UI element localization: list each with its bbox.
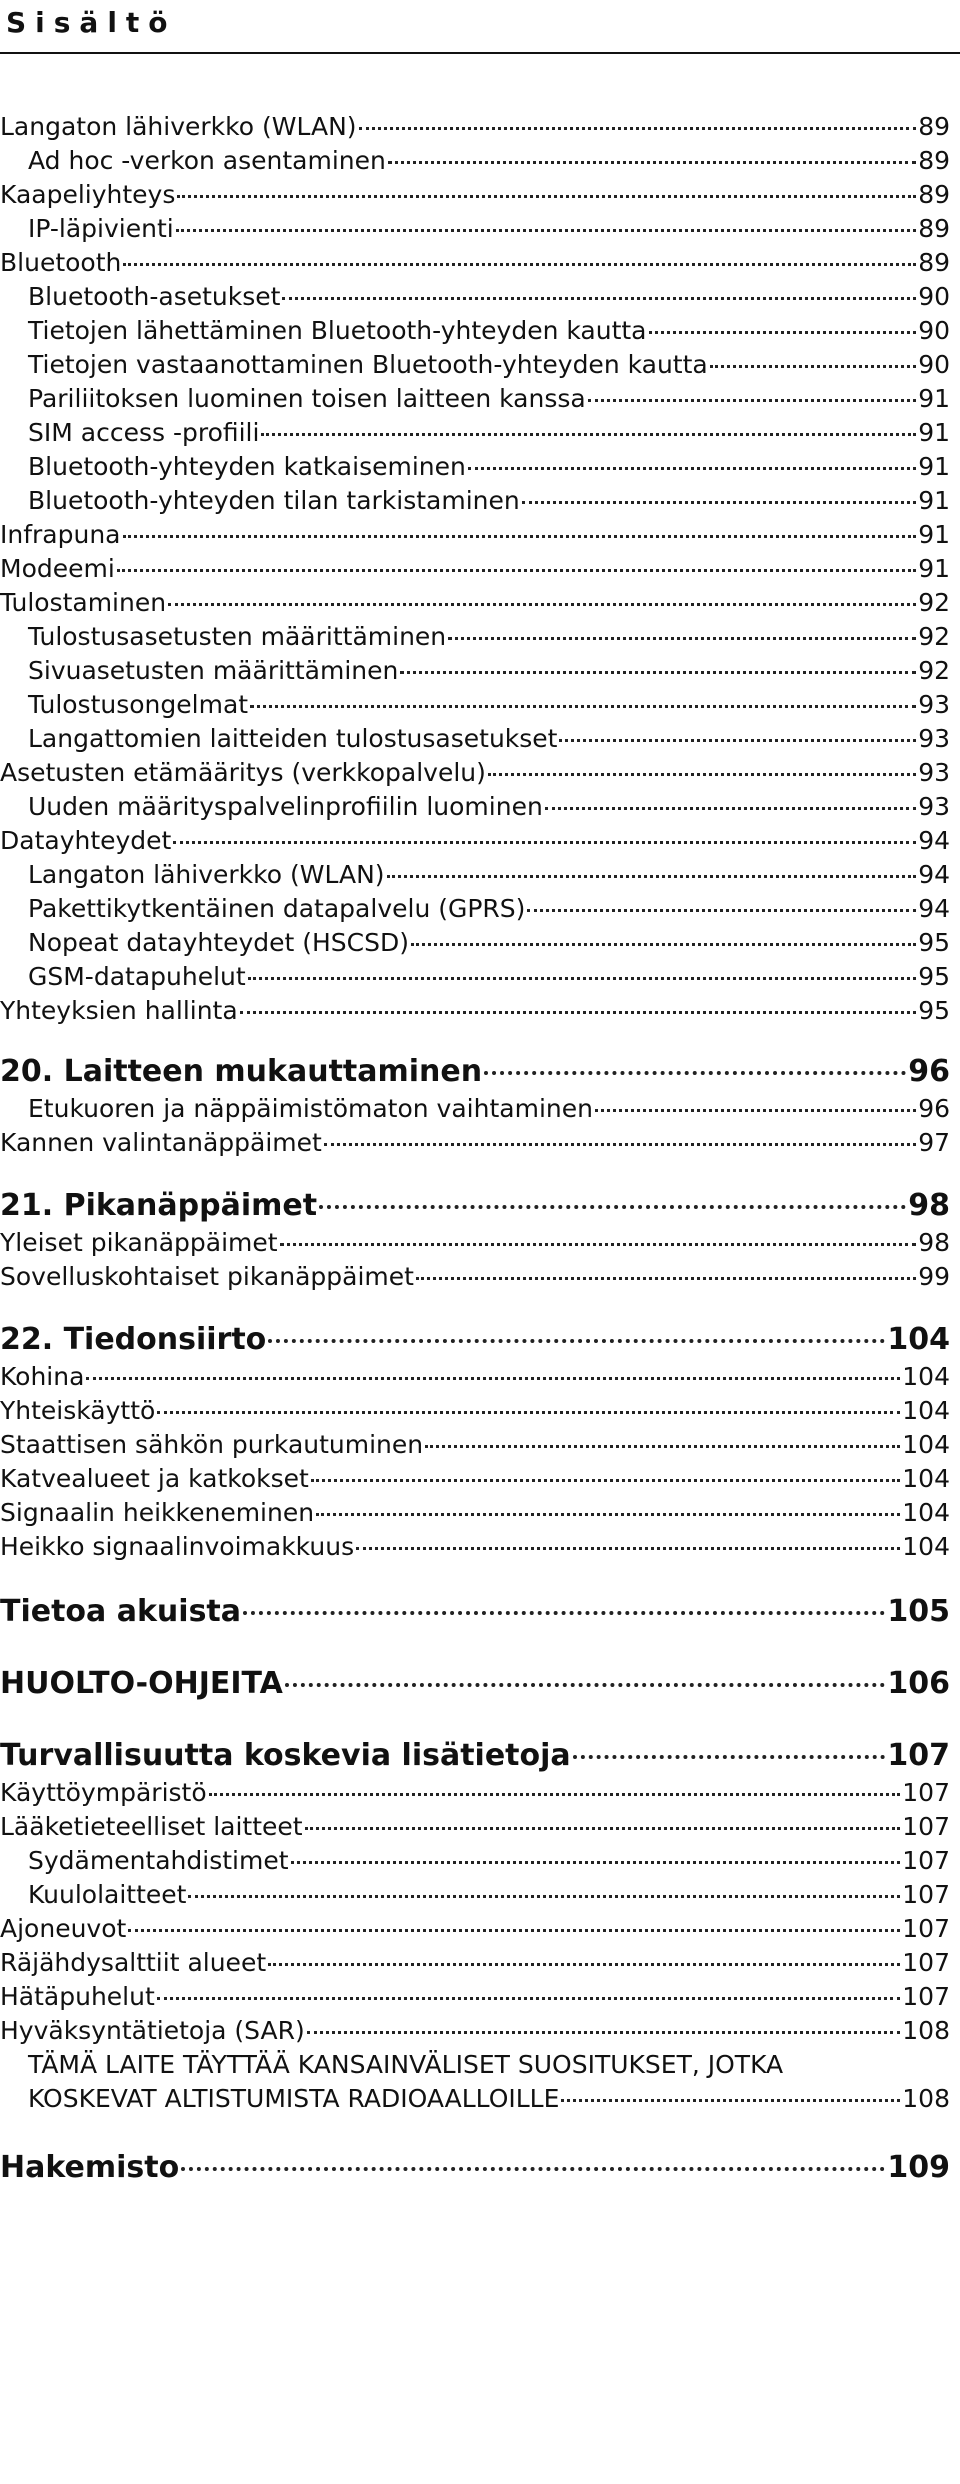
toc-entry-page: 107: [902, 1880, 950, 1909]
toc-entry[interactable]: [28, 860, 950, 889]
dot-leader: [710, 365, 916, 368]
dot-leader: [176, 229, 916, 232]
toc-entry-page: 99: [918, 1262, 950, 1291]
toc-entry[interactable]: [0, 1128, 950, 1157]
dot-leader: [248, 977, 917, 980]
dot-leader: [117, 569, 916, 572]
dot-leader: [649, 331, 917, 334]
dot-leader: [411, 943, 916, 946]
toc-entry[interactable]: [28, 1846, 950, 1875]
toc-entry-title: Datayhteydet: [0, 826, 172, 855]
toc-entry[interactable]: [0, 554, 950, 583]
dot-leader: [488, 773, 916, 776]
toc-entry[interactable]: [28, 724, 950, 753]
toc-entry-title: IP-läpivienti: [28, 214, 174, 243]
toc-entry[interactable]: [28, 452, 950, 481]
dot-leader: [522, 501, 916, 504]
header-divider: [0, 52, 960, 54]
dot-leader: [573, 1755, 886, 1759]
toc-entry-page: 98: [918, 1228, 950, 1257]
dot-leader: [559, 739, 916, 742]
toc-chapter[interactable]: [0, 1322, 950, 1357]
toc-entry-page: 94: [918, 894, 950, 923]
page-header: [0, 0, 960, 52]
dot-leader: [168, 603, 916, 606]
toc-entry-title: Tietojen lähettäminen Bluetooth-yhteyden kautta: [28, 316, 647, 345]
dot-leader: [425, 1445, 900, 1448]
dot-leader: [545, 807, 916, 810]
toc-entry-title: HUOLTO-OHJEITA: [0, 1666, 283, 1701]
toc-entry-page: 108: [902, 2084, 950, 2113]
toc-entry[interactable]: [28, 690, 950, 719]
toc-entry[interactable]: [0, 1948, 950, 1977]
toc-entry-title: Langattomien laitteiden tulostusasetukset: [28, 724, 558, 753]
toc-entry-page: 107: [902, 1948, 950, 1977]
toc-entry-title: 21. Pikanäppäimet: [0, 1188, 318, 1223]
toc-entry-title: Sivuasetusten määrittäminen: [28, 656, 399, 685]
toc-entry-title: Bluetooth-yhteyden tilan tarkistaminen: [28, 486, 520, 515]
toc-entry-page: 93: [918, 724, 950, 753]
dot-leader: [240, 1011, 917, 1014]
dot-leader: [250, 705, 916, 708]
toc-entry-title-wrapped-line[interactable]: TÄMÄ LAITE TÄYTTÄÄ KANSAINVÄLISET SUOSITUKSET, JOTKA: [28, 2050, 784, 2079]
toc-entry-title: Modeemi: [0, 554, 115, 583]
toc-entry-page: 97: [918, 1128, 950, 1157]
toc-entry-title: Yleiset pikanäppäimet: [0, 1228, 278, 1257]
toc-entry-page: 92: [918, 588, 950, 617]
toc-entry-title: Yhteiskäyttö: [0, 1396, 156, 1425]
toc-entry-page: 95: [918, 996, 950, 1025]
toc-entry-page: 91: [918, 418, 950, 447]
toc-entry-title: 20. Laitteen mukauttaminen: [0, 1054, 483, 1089]
toc-entry-title: Nopeat datayhteydet (HSCSD): [28, 928, 409, 957]
dot-leader: [291, 1861, 901, 1864]
toc-entry-page: 94: [918, 826, 950, 855]
toc-entry[interactable]: [28, 486, 950, 515]
toc-entry-title: Infrapuna: [0, 520, 121, 549]
toc-entry-title: Tulostaminen: [0, 588, 167, 617]
dot-leader: [243, 1611, 885, 1615]
toc-entry-title: Tulostusongelmat: [28, 690, 249, 719]
toc-entry-page: 104: [902, 1498, 950, 1527]
toc-entry-title: Turvallisuutta koskevia lisätietoja: [0, 1738, 571, 1773]
toc-entry[interactable]: [0, 1262, 950, 1291]
toc-chapter[interactable]: [0, 1666, 950, 1701]
toc-entry-title: Ajoneuvot: [0, 1914, 127, 1943]
toc-entry[interactable]: [0, 180, 950, 209]
toc-entry-title: SIM access -profiili: [28, 418, 260, 447]
dot-leader: [324, 1143, 916, 1146]
dot-leader: [177, 195, 916, 198]
toc-entry-page: 91: [918, 554, 950, 583]
toc-entry-page: 106: [887, 1666, 950, 1701]
toc-entry-page: 104: [902, 1396, 950, 1425]
toc-entry[interactable]: [28, 656, 950, 685]
toc-entry-page: 91: [918, 384, 950, 413]
toc-entry-title: Staattisen sähkön purkautuminen: [0, 1430, 424, 1459]
toc-entry[interactable]: [0, 1778, 950, 1807]
dot-leader: [468, 467, 916, 470]
toc-entry-title: Kuulolaitteet: [28, 1880, 187, 1909]
toc-entry[interactable]: [0, 996, 950, 1025]
toc-chapter[interactable]: [0, 1188, 950, 1223]
toc-entry-title: Langaton lähiverkko (WLAN): [0, 112, 357, 141]
toc-entry[interactable]: [0, 758, 950, 787]
toc-entry-title: Ad hoc -verkon asentaminen: [28, 146, 386, 175]
toc-entry[interactable]: [28, 350, 950, 379]
toc-entry[interactable]: [0, 1228, 950, 1257]
dot-leader: [356, 1547, 900, 1550]
dot-leader: [388, 161, 916, 164]
dot-leader: [123, 263, 916, 266]
toc-entry-page: 89: [918, 248, 950, 277]
toc-entry-page: 93: [918, 758, 950, 787]
toc-chapter[interactable]: [0, 1054, 950, 1089]
toc-entry-page: 107: [902, 1982, 950, 2011]
dot-leader: [268, 1963, 900, 1966]
toc-entry[interactable]: [28, 962, 950, 991]
toc-entry-title: Katvealueet ja katkokset: [0, 1464, 309, 1493]
toc-entry[interactable]: [0, 1430, 950, 1459]
toc-entry-title: Sydämentahdistimet: [28, 1846, 289, 1875]
toc-entry-page: 107: [902, 1846, 950, 1875]
toc-entry[interactable]: [28, 928, 950, 957]
toc-entry-title: Yhteyksien hallinta: [0, 996, 238, 1025]
toc-entry[interactable]: [28, 214, 950, 243]
toc-entry[interactable]: [0, 2016, 950, 2045]
dot-leader: [280, 1243, 917, 1246]
toc-entry-page: 89: [918, 214, 950, 243]
toc-entry-title: Käyttöympäristö: [0, 1778, 207, 1807]
toc-entry-page: 104: [902, 1532, 950, 1561]
toc-entry-page: 108: [902, 2016, 950, 2045]
dot-leader: [123, 535, 917, 538]
toc-entry-page: 104: [902, 1464, 950, 1493]
toc-entry-title: Sovelluskohtaiset pikanäppäimet: [0, 1262, 414, 1291]
toc-entry-title: Pakettikytkentäinen datapalvelu (GPRS): [28, 894, 526, 923]
toc-entry-title: Hyväksyntätietoja (SAR): [0, 2016, 305, 2045]
toc-entry[interactable]: [0, 826, 950, 855]
toc-entry[interactable]: [0, 1396, 950, 1425]
dot-leader: [561, 2099, 900, 2102]
toc-entry-title: Räjähdysalttiit alueet: [0, 1948, 267, 1977]
dot-leader: [188, 1895, 900, 1898]
dot-leader: [157, 1997, 901, 2000]
toc-entry-title: Signaalin heikkeneminen: [0, 1498, 315, 1527]
dot-leader: [261, 433, 916, 436]
toc-entry-page: 91: [918, 452, 950, 481]
toc-entry-page: 92: [918, 622, 950, 651]
dot-leader: [595, 1109, 916, 1112]
toc-entry-page: 104: [902, 1362, 950, 1391]
toc-entry-page: 95: [918, 928, 950, 957]
toc-entry[interactable]: [0, 248, 950, 277]
toc-entry-title: Kannen valintanäppäimet: [0, 1128, 322, 1157]
toc-entry-page: 104: [902, 1430, 950, 1459]
toc-entry[interactable]: [0, 1812, 950, 1841]
toc-entry-title: Bluetooth-yhteyden katkaiseminen: [28, 452, 466, 481]
toc-entry-title: Heikko signaalinvoimakkuus: [0, 1532, 355, 1561]
dot-leader: [319, 1205, 906, 1209]
toc-chapter[interactable]: [0, 1594, 950, 1629]
toc-entry[interactable]: [28, 384, 950, 413]
toc-entry[interactable]: [28, 1094, 950, 1123]
page-title: Sisältö: [6, 6, 177, 39]
toc-entry[interactable]: [28, 622, 950, 651]
dot-leader: [209, 1793, 901, 1796]
dot-leader: [359, 127, 917, 130]
dot-leader: [387, 875, 917, 878]
toc-entry-page: 96: [918, 1094, 950, 1123]
toc-entry[interactable]: [0, 1914, 950, 1943]
dot-leader: [311, 1479, 900, 1482]
toc-entry-page: 92: [918, 656, 950, 685]
toc-entry-page: 90: [918, 350, 950, 379]
toc-entry[interactable]: [0, 1464, 950, 1493]
toc-entry-title: Hätäpuhelut: [0, 1982, 155, 2011]
dot-leader: [157, 1411, 900, 1414]
toc-entry-page: 89: [918, 180, 950, 209]
toc-entry[interactable]: [0, 1532, 950, 1561]
toc-entry-page: 107: [887, 1738, 950, 1773]
dot-leader: [416, 1277, 916, 1280]
toc-entry-page: 104: [887, 1322, 950, 1357]
dot-leader: [588, 399, 916, 402]
dot-leader: [305, 1827, 901, 1830]
toc-entry-title: Tietoa akuista: [0, 1594, 242, 1629]
dot-leader: [316, 1513, 900, 1516]
dot-leader: [268, 1339, 885, 1343]
toc-entry-title: Lääketieteelliset laitteet: [0, 1812, 303, 1841]
toc-entry-page: 107: [902, 1914, 950, 1943]
toc-chapter[interactable]: [0, 2150, 950, 2185]
toc-entry-title: Etukuoren ja näppäimistömaton vaihtaminen: [28, 1094, 593, 1123]
dot-leader: [527, 909, 916, 912]
toc-entry-page: 95: [918, 962, 950, 991]
toc-entry-title: Asetusten etämääritys (verkkopalvelu): [0, 758, 486, 787]
toc-entry-title: KOSKEVAT ALTISTUMISTA RADIOAALLOILLE: [28, 2084, 560, 2113]
toc-entry-title: Kohina: [0, 1362, 85, 1391]
toc-entry[interactable]: [0, 520, 950, 549]
toc-entry[interactable]: [28, 146, 950, 175]
toc-entry-title: 22. Tiedonsiirto: [0, 1322, 267, 1357]
dot-leader: [128, 1929, 900, 1932]
toc-entry-page: 93: [918, 792, 950, 821]
dot-leader: [86, 1377, 900, 1380]
toc-entry[interactable]: [28, 894, 950, 923]
dot-leader: [173, 841, 916, 844]
toc-entry-page: 93: [918, 690, 950, 719]
toc-entry[interactable]: [28, 1880, 950, 1909]
toc-entry-page: 89: [918, 146, 950, 175]
toc-entry-page: 90: [918, 282, 950, 311]
toc-entry-title: Kaapeliyhteys: [0, 180, 176, 209]
toc-entry[interactable]: [28, 792, 950, 821]
toc-entry[interactable]: [28, 418, 950, 447]
toc-entry-page: 109: [887, 2150, 950, 2185]
toc-entry-page: 91: [918, 520, 950, 549]
dot-leader: [484, 1071, 906, 1075]
dot-leader: [181, 2167, 885, 2171]
dot-leader: [400, 671, 916, 674]
toc-entry-page: 89: [918, 112, 950, 141]
toc-entry-page: 91: [918, 486, 950, 515]
toc-entry-title: Pariliitoksen luominen toisen laitteen kanssa: [28, 384, 586, 413]
toc-entry-title: Bluetooth: [0, 248, 122, 277]
toc-entry[interactable]: [28, 282, 950, 311]
toc-chapter[interactable]: [0, 1738, 950, 1773]
toc-entry-page: 96: [908, 1054, 950, 1089]
dot-leader: [285, 1683, 885, 1687]
toc-entry-title: Hakemisto: [0, 2150, 180, 2185]
dot-leader: [448, 637, 916, 640]
toc-entry[interactable]: [0, 112, 950, 141]
toc-entry[interactable]: [28, 316, 950, 345]
toc-entry-page: 107: [902, 1812, 950, 1841]
dot-leader: [307, 2031, 901, 2034]
toc-entry[interactable]: [0, 1498, 950, 1527]
toc-entry-title: Tulostusasetusten määrittäminen: [28, 622, 447, 651]
toc-entry[interactable]: [28, 2084, 950, 2113]
toc-entry-title: Langaton lähiverkko (WLAN): [28, 860, 385, 889]
toc-entry[interactable]: [0, 588, 950, 617]
toc-entry-page: 90: [918, 316, 950, 345]
toc-entry-page: 94: [918, 860, 950, 889]
toc-entry-title: Tietojen vastaanottaminen Bluetooth-yhteyden kautta: [28, 350, 708, 379]
toc-entry[interactable]: [0, 1362, 950, 1391]
toc-entry-page: 105: [887, 1594, 950, 1629]
dot-leader: [282, 297, 916, 300]
toc-entry[interactable]: [0, 1982, 950, 2011]
toc-entry-page: 107: [902, 1778, 950, 1807]
toc-entry-page: 98: [908, 1188, 950, 1223]
toc-entry-title: Bluetooth-asetukset: [28, 282, 281, 311]
toc-entry-title: Uuden määrityspalvelinprofiilin luominen: [28, 792, 543, 821]
toc-entry-title: GSM-datapuhelut: [28, 962, 246, 991]
